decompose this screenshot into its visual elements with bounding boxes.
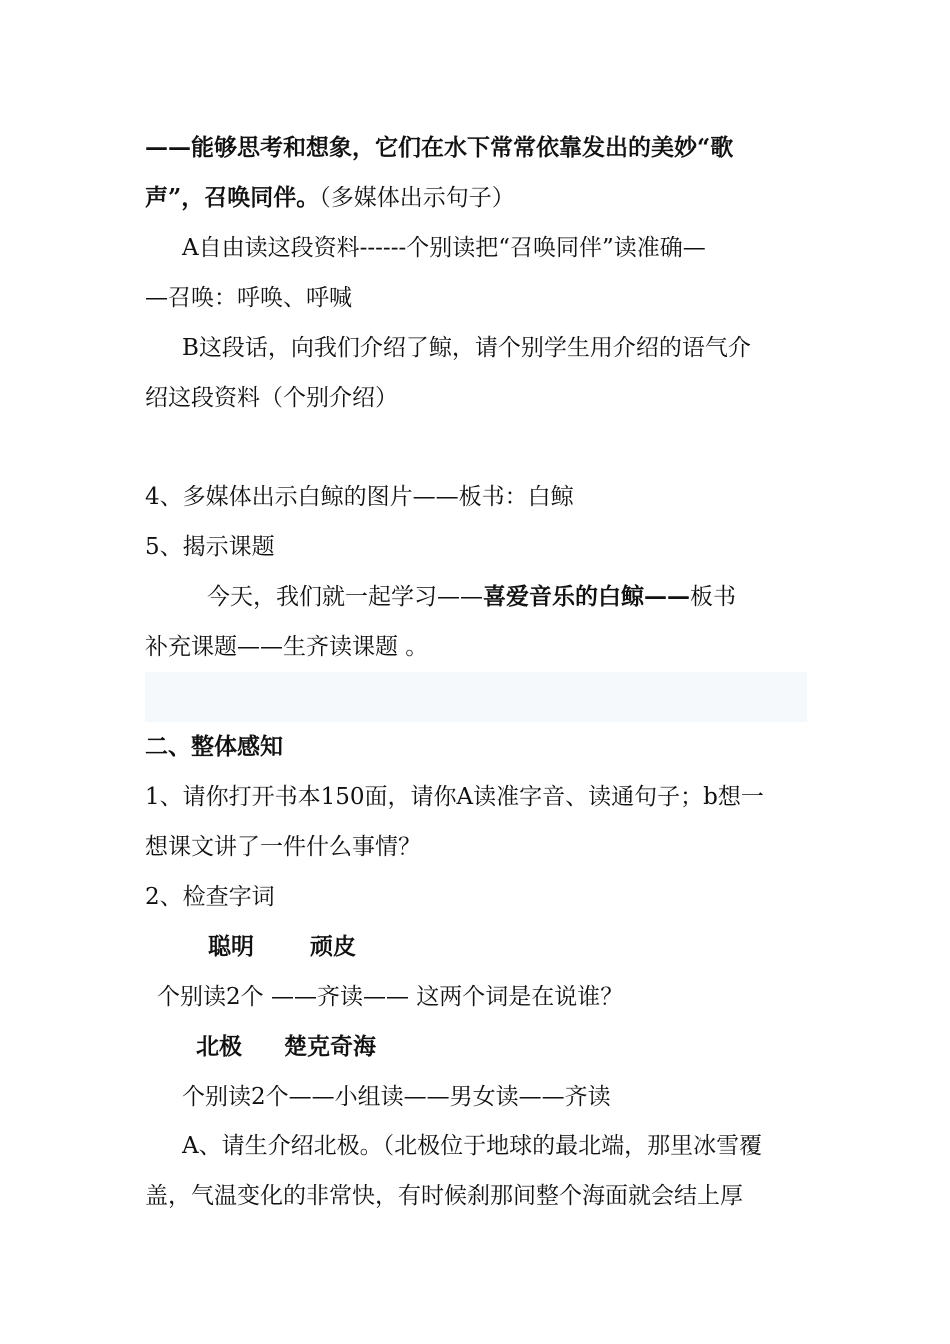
paragraph-line: 绍这段资料（个别介绍） xyxy=(145,385,398,411)
paragraph-line: 5、揭示课题 xyxy=(145,534,275,560)
paragraph-line: B这段话，向我们介绍了鲸，请个别学生用介绍的语气介 xyxy=(182,335,751,361)
paragraph-line xyxy=(207,582,877,612)
vocab-word: 楚克奇海 xyxy=(284,1033,376,1060)
text: 板书 xyxy=(690,584,736,610)
bold-text: 声”，召唤同伴。 xyxy=(145,184,320,211)
paragraph-line: 个别读2个 ——齐读—— 这两个词是在说谁？ xyxy=(157,984,624,1010)
vocab-word: 聪明 xyxy=(208,933,254,960)
section-heading: 二、整体感知 xyxy=(145,733,283,760)
paragraph-line: 1、请你打开书本150面，请你A读准字音、读通句子；b想一 xyxy=(145,784,764,810)
paragraph-line: A自由读这段资料------个别读把“召唤同伴”读准确— xyxy=(182,235,706,261)
paragraph-line xyxy=(145,183,815,213)
lesson-title: 喜爱音乐的白鲸—— xyxy=(483,583,690,610)
vocab-word: 北极 xyxy=(196,1033,242,1060)
paragraph-line: 补充课题——生齐读课题 。 xyxy=(145,634,429,660)
paragraph-line: —召唤：呼唤、呼喊 xyxy=(145,285,352,311)
bold-text: ——能够思考和想象，它们在水下常常依靠发出的美妙“歌 xyxy=(145,134,734,161)
shaded-band xyxy=(145,672,807,722)
paragraph-line: 盖，气温变化的非常快，有时候刹那间整个海面就会结上厚 xyxy=(145,1183,743,1209)
paragraph-line: 个别读2个——小组读——男女读——齐读 xyxy=(182,1084,611,1110)
paragraph-line: 想课文讲了一件什么事情？ xyxy=(145,834,421,860)
vocab-word: 顽皮 xyxy=(310,933,356,960)
vocab-line xyxy=(196,1032,866,1062)
text: （多媒体出示句子） xyxy=(319,185,515,211)
paragraph-line: 2、检查字词 xyxy=(145,884,275,910)
vocab-line xyxy=(208,932,878,962)
paragraph-line: A、请生介绍北极。（北极位于地球的最北端，那里冰雪覆 xyxy=(182,1133,763,1159)
paragraph-line xyxy=(145,133,815,163)
paragraph-line: 4、多媒体出示白鲸的图片——板书：白鲸 xyxy=(145,484,574,510)
text: 今天，我们就一起学习—— xyxy=(207,584,483,610)
